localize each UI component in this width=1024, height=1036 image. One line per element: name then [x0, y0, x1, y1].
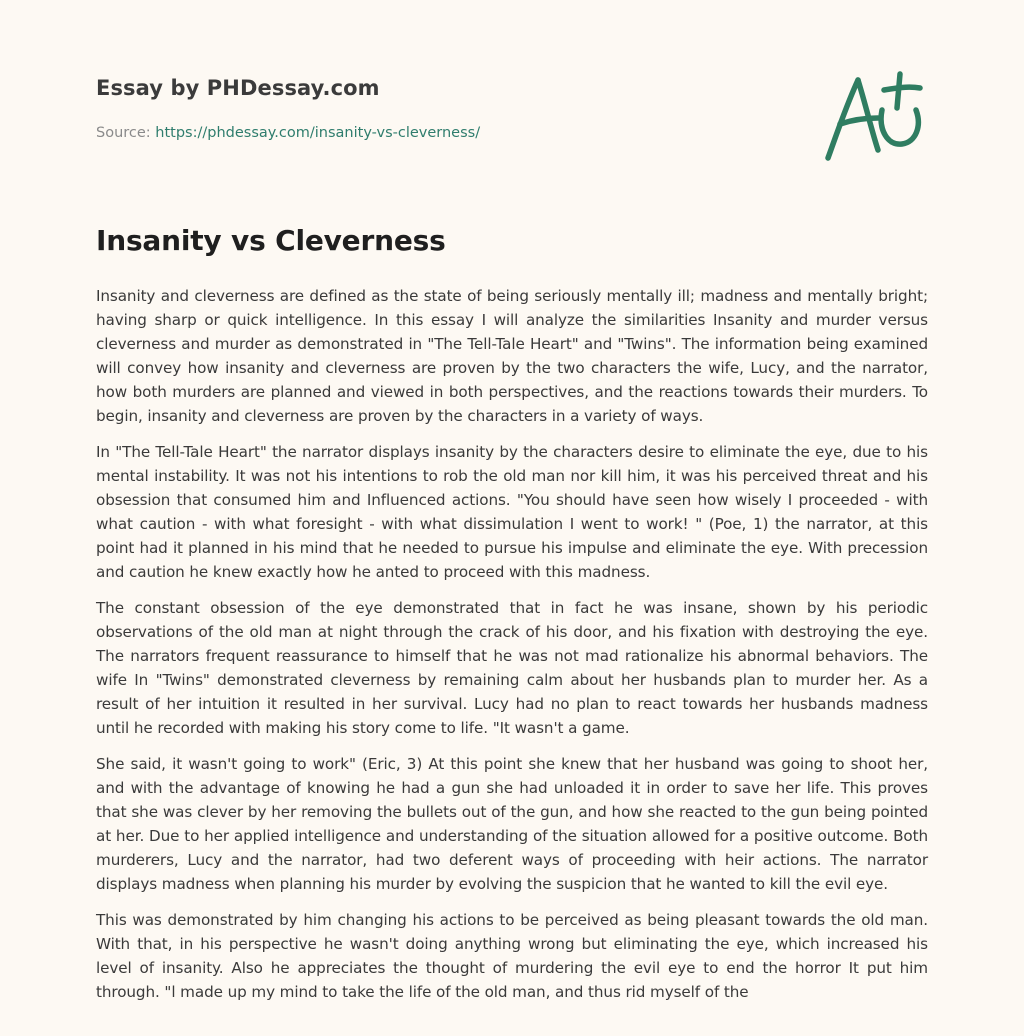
- essay-paragraph: Insanity and cleverness are defined as the state of being seriously mentally ill; madness and mentally bright; having sharp or quick intelligence. In this essay I will analyze the similarities Insanity and murder versus cleverness and murder as demonstrated in "The Tell-Tale Heart" and "Twins". The information being examined will convey how insanity and cleverness are proven by the two characters the wife, Lucy, and the narrator, how both murders are planned and viewed in both perspectives, and the reactions towards their murders. To begin, insanity and cleverness are proven by the characters in a variety of ways.: [96, 287, 928, 425]
- a-plus-grade-icon: [818, 66, 930, 166]
- source-label: Source:: [96, 125, 151, 141]
- essay-paragraph: This was demonstrated by him changing his actions to be perceived as being pleasant towards the old man. With that, in his perspective he wasn't doing anything wrong but eliminating the eye, which increased his level of insanity. Also he appreciates the thought of murdering the evil eye to end the horror It put him through. "l made up my mind to take the life of the old man, and thus rid myself of the: [96, 911, 928, 1001]
- essay-paragraph: She said, it wasn't going to work" (Eric, 3) At this point she knew that her husband was going to shoot her, and with the advantage of knowing he had a gun she had unloaded it in order to save her life. This proves that she was clever by her removing the bullets out of the gun, and how she reacted to the gun being pointed at her. Due to her applied intelligence and understanding of the situation allowed for a positive outcome. Both murderers, Lucy and the narrator, had two deferent ways of proceeding with heir actions. The narrator displays madness when planning his murder by evolving the suspicion that he wanted to kill the evil eye.: [96, 755, 928, 893]
- essay-title: Insanity vs Cleverness: [96, 224, 446, 257]
- source-line: [96, 125, 480, 141]
- source-link[interactable]: https://phdessay.com/insanity-vs-cleverness/: [155, 125, 481, 141]
- essay-body: [96, 284, 928, 1016]
- essay-paragraph: In "The Tell-Tale Heart" the narrator displays insanity by the characters desire to eliminate the eye, due to his mental instability. It was not his intentions to rob the old man nor kill him, it was his perceived threat and his obsession that consumed him and Influenced actions. "You should have seen how wisely I proceeded - with what caution - with what foresight - with what dissimulation I went to work! " (Poe, 1) the narrator, at this point had it planned in his mind that he needed to pursue his impulse and eliminate the eye. With precession and caution he knew exactly how he anted to proceed with this madness.: [96, 443, 928, 581]
- essay-paragraph: The constant obsession of the eye demonstrated that in fact he was insane, shown by his periodic observations of the old man at night through the crack of his door, and his fixation with destroying the eye. The narrators frequent reassurance to himself that he was not mad rationalize his abnormal behaviors. The wife In "Twins" demonstrated cleverness by remaining calm about her husbands plan to murder her. As a result of her intuition it resulted in her survival. Lucy had no plan to react towards her husbands madness until he recorded with making his story come to life. "It wasn't a game.: [96, 599, 928, 737]
- site-brand: Essay by PHDessay.com: [96, 76, 380, 100]
